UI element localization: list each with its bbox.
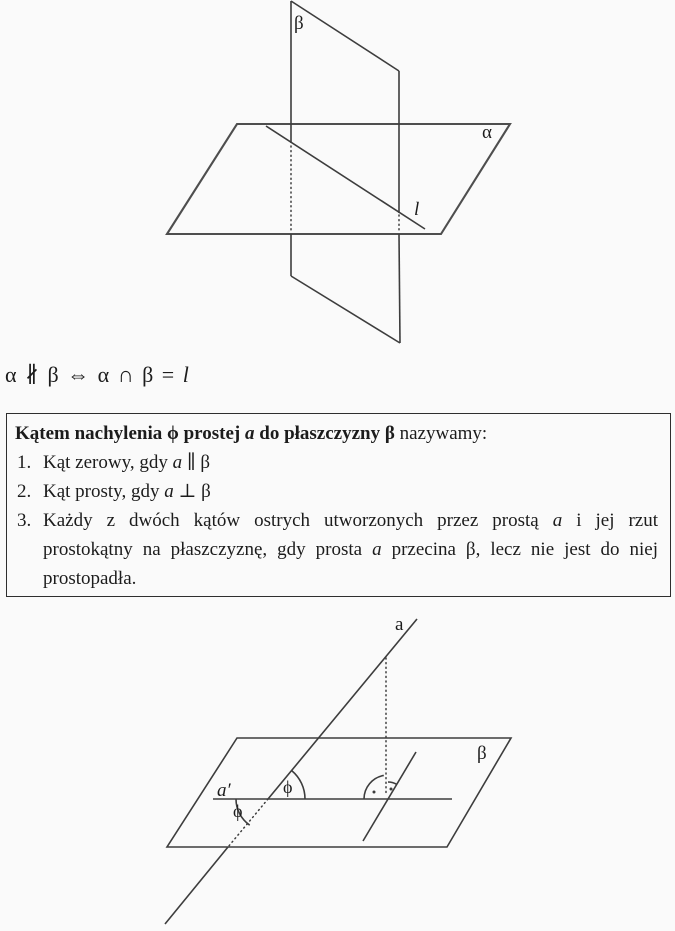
label-projection-a-prime: a′	[217, 780, 231, 801]
title-part-2: a	[245, 423, 255, 444]
line-a-upper	[268, 619, 417, 799]
figure-angle-of-inclination	[0, 610, 675, 931]
definition-title	[15, 419, 658, 448]
plane-beta-bottom-edge	[291, 276, 400, 343]
item-3-l1-text: Każdy z dwóch kątów ostrych utworzonych przez prostą	[43, 510, 553, 531]
item-2-number: 2.	[17, 481, 32, 502]
list-item-1	[15, 448, 658, 477]
item-1-number: 1.	[17, 452, 32, 473]
item-3-line-3	[43, 564, 658, 593]
figure-intersecting-planes	[0, 0, 675, 358]
label-plane-beta-bottom: β	[477, 743, 487, 764]
right-angle-arc-left	[364, 775, 384, 799]
right-angle-dot-right	[390, 788, 393, 791]
item-3-l2-tail: przecina β, lecz nie jest do niej	[381, 539, 658, 560]
formula-main: α ∦ β ⇔ α ∩ β =	[5, 362, 183, 387]
definition-box	[6, 413, 671, 597]
plane-beta-top-edge	[291, 1, 399, 71]
plane-beta-right-edge-lower	[399, 234, 400, 343]
label-phi-upper: ϕ	[283, 777, 293, 797]
plane-alpha-outline	[167, 124, 510, 234]
angle-phi-arc-upper	[292, 771, 305, 799]
label-line-a: a	[395, 614, 404, 635]
title-part-3: do płaszczyzny β	[254, 423, 395, 444]
item-1-text: Kąt zerowy, gdy	[43, 452, 173, 473]
item-3-l1-var-a: a	[552, 510, 563, 531]
label-plane-alpha: α	[482, 122, 492, 143]
item-2-var-a: a	[164, 481, 174, 502]
intersection-formula	[5, 362, 189, 388]
right-angle-arc-right	[388, 782, 397, 785]
label-line-l: l	[414, 199, 420, 220]
item-3-l3-text: prostopadła.	[43, 568, 137, 589]
label-plane-beta: β	[294, 13, 304, 34]
item-2-symbols: ⊥ β	[173, 481, 211, 502]
item-3-l2-text: prostokątny na płaszczyznę, gdy prosta	[43, 539, 373, 560]
list-item-3	[15, 506, 658, 593]
formula-line-symbol: l	[182, 362, 190, 387]
item-3-line-2	[43, 535, 658, 564]
line-a-lower	[165, 847, 228, 924]
intersection-line-l	[266, 126, 425, 229]
item-3-l1-tail: i jej rzut	[562, 510, 658, 531]
item-2-text: Kąt prosty, gdy	[43, 481, 165, 502]
title-part-4: nazywamy:	[394, 423, 488, 444]
item-3-line-1	[43, 506, 658, 535]
list-item-2	[15, 477, 658, 506]
item-3-number: 3.	[17, 510, 32, 531]
item-3-l2-var-a: a	[372, 539, 382, 560]
item-1-symbols: ∥ β	[182, 452, 211, 473]
auxiliary-line-in-plane	[363, 752, 416, 841]
item-1-var-a: a	[172, 452, 183, 473]
label-phi-lower: ϕ	[233, 801, 243, 821]
right-angle-dot-left	[373, 791, 376, 794]
title-part-1: Kątem nachylenia ϕ prostej	[15, 423, 245, 444]
